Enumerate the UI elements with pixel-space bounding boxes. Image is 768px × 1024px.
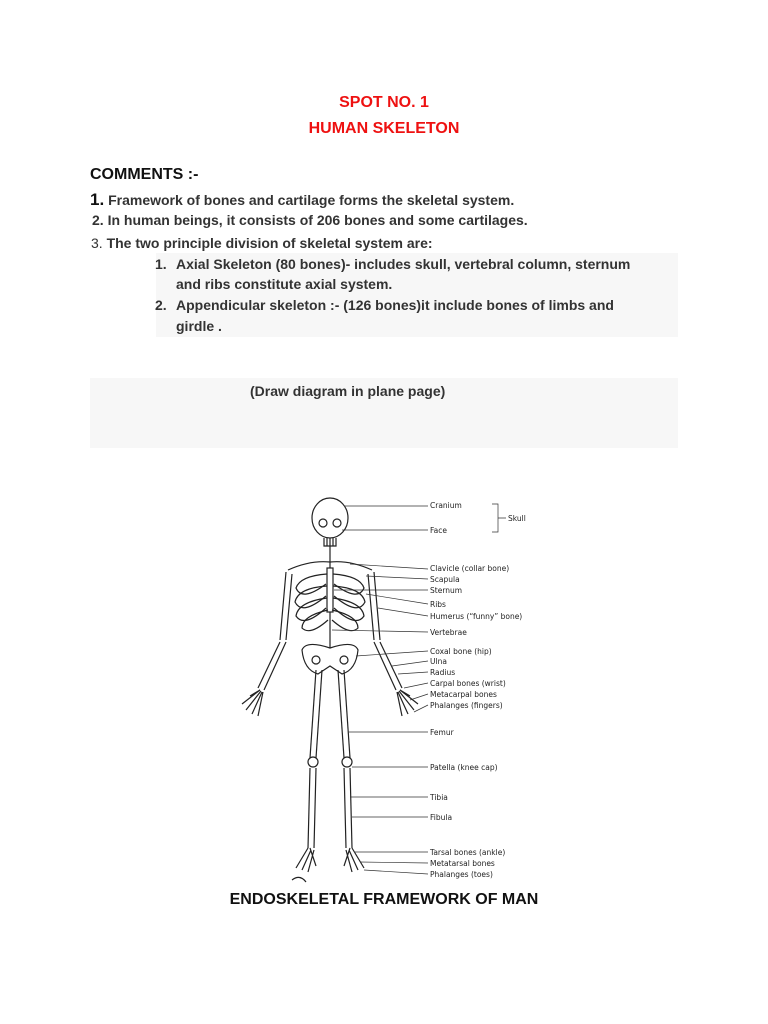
label-cranium: Cranium bbox=[430, 501, 462, 510]
subitem-axial-line2: and ribs constitute axial system. bbox=[176, 276, 393, 292]
label-tibia: Tibia bbox=[430, 793, 448, 802]
comments-heading: COMMENTS :- bbox=[90, 166, 199, 183]
label-scapula: Scapula bbox=[430, 575, 460, 584]
subitem-number: 1. bbox=[155, 256, 167, 272]
subitem-appendicular-line2: girdle . bbox=[176, 318, 222, 334]
label-ulna: Ulna bbox=[430, 657, 447, 666]
comment-item-1 bbox=[90, 190, 514, 210]
page-title: HUMAN SKELETON bbox=[308, 120, 460, 137]
comment-item-2 bbox=[92, 212, 528, 228]
comment-text: The two principle division of skeletal system are: bbox=[106, 235, 433, 251]
figure-caption: ENDOSKELETAL FRAMEWORK OF MAN bbox=[229, 891, 539, 908]
label-metatarsal: Metatarsal bones bbox=[430, 859, 495, 868]
label-phalanges-fingers: Phalanges (fingers) bbox=[430, 701, 503, 710]
label-clavicle: Clavicle (collar bone) bbox=[430, 564, 510, 573]
spot-number: SPOT NO. 1 bbox=[339, 94, 429, 111]
label-ribs: Ribs bbox=[430, 600, 446, 609]
comment-item-3 bbox=[91, 235, 433, 251]
figure-labels bbox=[429, 501, 526, 879]
label-humerus: Humerus (“funny” bone) bbox=[430, 612, 523, 621]
label-phalanges-toes: Phalanges (toes) bbox=[430, 870, 493, 879]
label-vertebrae: Vertebrae bbox=[430, 628, 467, 637]
label-metacarpal: Metacarpal bones bbox=[430, 690, 497, 699]
subitem-axial-line1: Axial Skeleton (80 bones)- includes skull, vertebral column, sternum bbox=[176, 256, 631, 272]
label-femur: Femur bbox=[430, 728, 454, 737]
label-leaders bbox=[332, 504, 506, 874]
label-skull: Skull bbox=[508, 514, 526, 523]
skeleton-drawing bbox=[242, 498, 418, 882]
comment-number: 2. bbox=[92, 212, 104, 228]
label-carpal: Carpal bones (wrist) bbox=[430, 679, 506, 688]
skeleton-diagram bbox=[220, 490, 560, 890]
label-fibula: Fibula bbox=[430, 813, 453, 822]
label-tarsal: Tarsal bones (ankle) bbox=[430, 848, 506, 857]
comment-text: In human beings, it consists of 206 bones and some cartilages. bbox=[107, 212, 528, 228]
subitem-appendicular-line1: Appendicular skeleton :- (126 bones)it include bones of limbs and bbox=[176, 297, 614, 313]
comment-number: 1. bbox=[90, 190, 105, 209]
label-radius: Radius bbox=[430, 668, 456, 677]
instruction-text: (Draw diagram in plane page) bbox=[250, 383, 446, 399]
label-face: Face bbox=[430, 526, 447, 535]
comment-number: 3. bbox=[91, 235, 103, 251]
comment-text: Framework of bones and cartilage forms the skeletal system. bbox=[108, 192, 515, 208]
label-sternum: Sternum bbox=[430, 586, 463, 595]
label-patella: Patella (knee cap) bbox=[430, 763, 498, 772]
label-coxal: Coxal bone (hip) bbox=[430, 647, 492, 656]
subitem-number: 2. bbox=[155, 297, 167, 313]
